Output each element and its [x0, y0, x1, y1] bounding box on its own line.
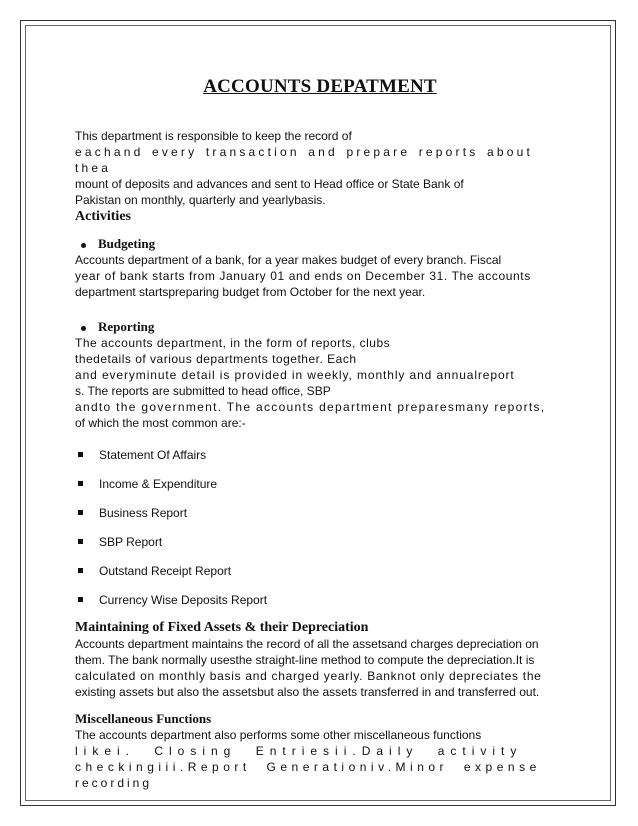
- misc-line: The accounts department also performs some other miscellaneous functions: [75, 728, 482, 742]
- reporting-bullet: [81, 318, 565, 335]
- bullet-dot-icon: [81, 243, 86, 248]
- square-bullet-icon: [78, 539, 83, 544]
- list-item: Currency Wise Deposits Report: [75, 592, 565, 608]
- intro-line: This department is responsible to keep the record of: [75, 129, 352, 143]
- fixed-assets-line: calculated on monthly basis and charged yearly. Banknot only depreciates the: [75, 669, 542, 683]
- misc-line: likei. Closing Entriesii.Daily activity: [75, 744, 523, 758]
- budgeting-paragraph: [75, 252, 565, 300]
- intro-line: Pakistan on monthly, quarterly and yearlybasis.: [75, 193, 326, 207]
- budgeting-line: Accounts department of a bank, for a year makes budget of every branch. Fiscal: [75, 253, 502, 267]
- reporting-line: and everyminute detail is provided in weekly, monthly and annualreport: [75, 368, 515, 382]
- reporting-line: andto the government. The accounts department preparesmany reports,: [75, 400, 546, 414]
- bullet-dot-icon: [81, 326, 86, 331]
- reporting-paragraph: [75, 335, 565, 431]
- budgeting-heading: Budgeting: [98, 236, 156, 251]
- budgeting-bullet: [81, 235, 565, 252]
- square-bullet-icon: [78, 510, 83, 515]
- square-bullet-icon: [78, 452, 83, 457]
- budgeting-line: year of bank starts from January 01 and ends on December 31. The accounts: [75, 269, 531, 283]
- misc-line: checkingiii.Report Generationiv.Minor expense: [75, 760, 541, 774]
- reporting-line: s. The reports are submitted to head office, SBP: [75, 384, 331, 398]
- reporting-line: thedetails of various departments together. Each: [75, 352, 357, 366]
- fixed-assets-heading: Maintaining of Fixed Assets & their Depreciation: [75, 620, 369, 635]
- list-item: SBP Report: [75, 534, 565, 550]
- fixed-assets-paragraph: [75, 636, 565, 700]
- square-bullet-icon: [78, 481, 83, 486]
- document-body: [75, 76, 565, 791]
- page-title: ACCOUNTS DEPATMENT: [203, 76, 437, 97]
- fixed-assets-line: existing assets but also the assetsbut also the assets transferred in and transferred out.: [75, 685, 540, 699]
- list-item: Statement Of Affairs: [75, 447, 565, 463]
- reports-list: [75, 447, 565, 608]
- reporting-line: of which the most common are:-: [75, 416, 246, 430]
- intro-paragraph: [75, 128, 565, 208]
- reporting-line: The accounts department, in the form of reports, clubs: [75, 336, 391, 350]
- fixed-assets-line: them. The bank normally usesthe straight-line method to compute the depreciation.It is: [75, 653, 535, 667]
- budgeting-line: department startspreparing budget from October for the next year.: [75, 285, 426, 299]
- list-item: Business Report: [75, 505, 565, 521]
- list-item: Outstand Receipt Report: [75, 563, 565, 579]
- square-bullet-icon: [78, 568, 83, 573]
- list-item: Income & Expenditure: [75, 476, 565, 492]
- misc-paragraph: [75, 727, 565, 791]
- square-bullet-icon: [78, 597, 83, 602]
- activities-heading: Activities: [75, 209, 131, 224]
- intro-line: eachand every transaction and prepare reports about thea: [75, 145, 534, 175]
- misc-line: recording: [75, 776, 153, 790]
- reporting-heading: Reporting: [98, 319, 155, 334]
- misc-heading: Miscellaneous Functions: [75, 711, 212, 726]
- fixed-assets-line: Accounts department maintains the record of all the assetsand charges depreciation on: [75, 637, 539, 651]
- intro-line: mount of deposits and advances and sent to Head office or State Bank of: [75, 177, 464, 191]
